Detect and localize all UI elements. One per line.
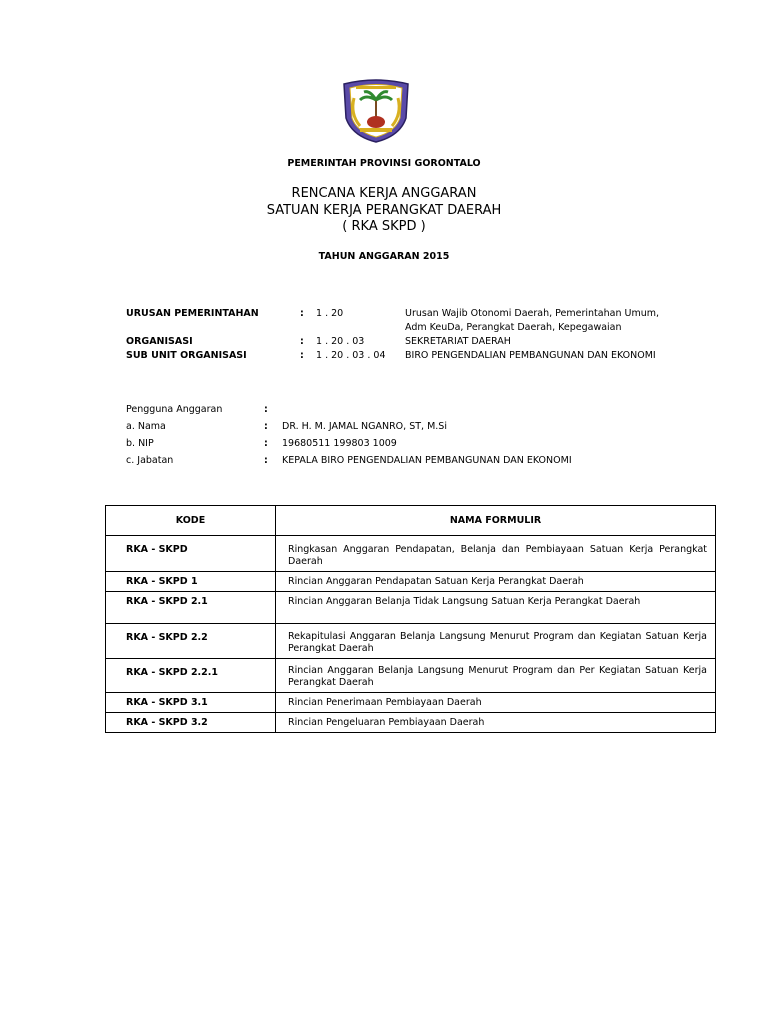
row-kode: RKA - SKPD 2.1	[106, 592, 276, 624]
table-row	[106, 572, 716, 592]
table-row	[106, 624, 716, 659]
forms-table	[105, 505, 716, 733]
table-row	[106, 713, 716, 733]
organisasi-code: 1 . 20 . 03	[316, 336, 365, 347]
table-row	[106, 659, 716, 693]
jabatan-value: KEPALA BIRO PENGENDALIAN PEMBANGUNAN DAN EKONOMI	[282, 455, 572, 466]
row-kode: RKA - SKPD 2.2.1	[106, 659, 276, 693]
province-name: PEMERINTAH PROVINSI GORONTALO	[287, 158, 481, 169]
nip-label: b. NIP	[126, 438, 154, 449]
table-row	[106, 536, 716, 572]
table-row	[106, 592, 716, 624]
urusan-colon: :	[300, 308, 304, 319]
row-nama: Rincian Anggaran Belanja Langsung Menurut Program dan Per Kegiatan Satuan Kerja Perangkat Daerah	[276, 659, 716, 693]
row-nama: Rincian Anggaran Pendapatan Satuan Kerja Perangkat Daerah	[276, 572, 716, 592]
document-title-line-2: SATUAN KERJA PERANGKAT DAERAH	[266, 203, 502, 218]
subunit-code: 1 . 20 . 03 . 04	[316, 350, 386, 361]
urusan-desc-1: Urusan Wajib Otonomi Daerah, Pemerintahan Umum,	[405, 308, 659, 319]
row-nama: Rincian Penerimaan Pembiayaan Daerah	[276, 693, 716, 713]
organisasi-desc: SEKRETARIAT DAERAH	[405, 336, 511, 347]
table-row	[106, 693, 716, 713]
nip-value: 19680511 199803 1009	[282, 438, 397, 449]
row-kode: RKA - SKPD	[106, 536, 276, 572]
row-kode: RKA - SKPD 3.2	[106, 713, 276, 733]
pengguna-colon: :	[264, 404, 268, 415]
organisasi-colon: :	[300, 336, 304, 347]
nama-colon: :	[264, 421, 268, 432]
organisasi-label: ORGANISASI	[126, 336, 193, 347]
subunit-desc: BIRO PENGENDALIAN PEMBANGUNAN DAN EKONOMI	[405, 350, 656, 361]
subunit-colon: :	[300, 350, 304, 361]
jabatan-label: c. Jabatan	[126, 455, 174, 466]
row-nama: Rincian Anggaran Belanja Tidak Langsung Satuan Kerja Perangkat Daerah	[276, 592, 716, 624]
document-title-line-3: ( RKA SKPD )	[342, 219, 426, 234]
subunit-label: SUB UNIT ORGANISASI	[126, 350, 247, 361]
urusan-code: 1 . 20	[316, 308, 344, 319]
budget-year: TAHUN ANGGARAN 2015	[318, 251, 450, 262]
urusan-desc-2: Adm KeuDa, Perangkat Daerah, Kepegawaian	[405, 322, 622, 333]
row-kode: RKA - SKPD 1	[106, 572, 276, 592]
jabatan-colon: :	[264, 455, 268, 466]
provincial-coat-of-arms-icon	[340, 78, 412, 144]
document-title-line-1: RENCANA KERJA ANGGARAN	[291, 186, 477, 201]
row-kode: RKA - SKPD 3.1	[106, 693, 276, 713]
nip-colon: :	[264, 438, 268, 449]
nama-label: a. Nama	[126, 421, 166, 432]
row-kode: RKA - SKPD 2.2	[106, 624, 276, 659]
urusan-label: URUSAN PEMERINTAHAN	[126, 308, 259, 319]
row-nama: Ringkasan Anggaran Pendapatan, Belanja dan Pembiayaan Satuan Kerja Perangkat Daerah	[276, 536, 716, 572]
pengguna-title: Pengguna Anggaran	[126, 404, 223, 415]
table-header-row	[106, 506, 716, 536]
col-header-nama: NAMA FORMULIR	[276, 506, 716, 536]
col-header-kode: KODE	[106, 506, 276, 536]
row-nama: Rincian Pengeluaran Pembiayaan Daerah	[276, 713, 716, 733]
row-nama: Rekapitulasi Anggaran Belanja Langsung Menurut Program dan Kegiatan Satuan Kerja Perangkat Daerah	[276, 624, 716, 659]
nama-value: DR. H. M. JAMAL NGANRO, ST, M.Si	[282, 421, 447, 432]
